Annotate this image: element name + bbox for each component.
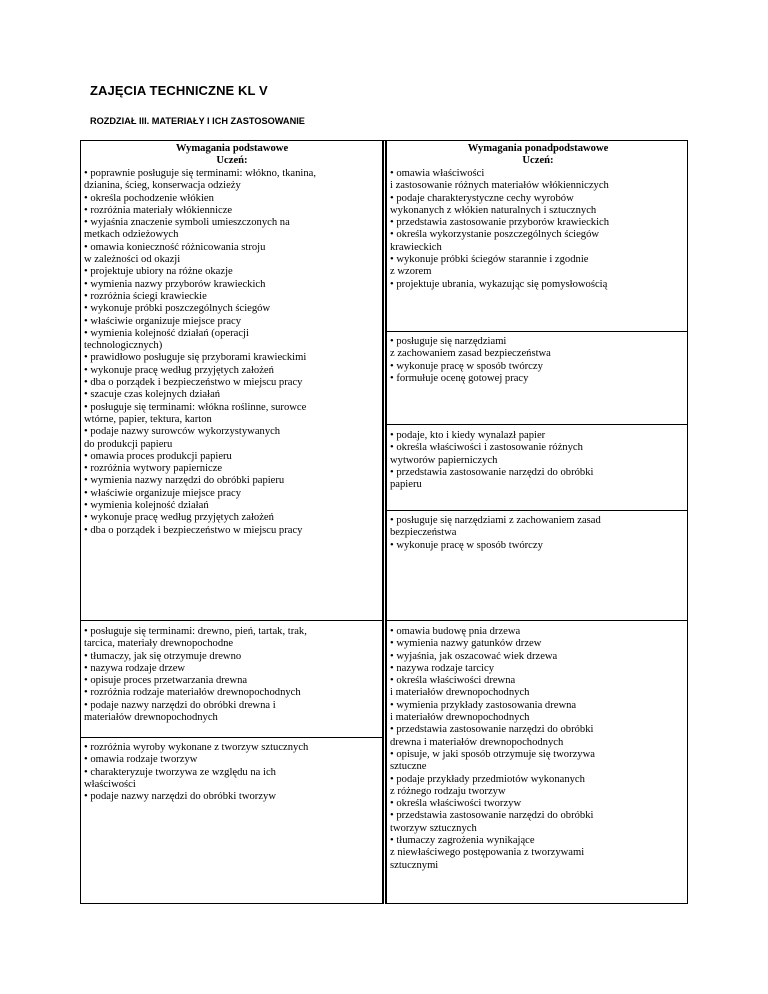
requirement-line: • formułuje ocenę gotowej pracy xyxy=(390,372,529,384)
right-header-title: Wymagania ponadpodstawowe xyxy=(467,143,609,154)
requirement-line: • określa wykorzystanie poszczególnych ściegów xyxy=(390,229,600,241)
requirement-line: • posługuje się terminami: włókna roślinne, surowce xyxy=(84,401,307,413)
requirement-line: • prawidłowo posługuje się przyborami krawieckimi xyxy=(84,352,307,364)
left-column-header xyxy=(84,143,380,168)
requirement-line: • rozróżnia rodzaje materiałów drewnopochodnych xyxy=(84,687,301,699)
requirement-line: w zależności od okazji xyxy=(84,254,181,266)
requirement-line: • wymienia nazwy gatunków drzew xyxy=(390,638,542,650)
requirement-line: • wyjaśnia, jak oszacować wiek drzewa xyxy=(390,650,558,662)
left-row-rule-2 xyxy=(80,737,383,738)
requirement-line: • podaje, kto i kiedy wynalazł papier xyxy=(390,430,546,441)
right-row-rule-4 xyxy=(386,620,688,621)
right-header-subtitle: Uczeń: xyxy=(522,155,554,167)
right-column-header xyxy=(390,143,686,168)
requirement-line: technologicznych) xyxy=(84,340,163,352)
requirement-line: do produkcji papieru xyxy=(84,438,173,450)
requirement-line: sztuczne xyxy=(390,761,427,773)
requirement-line: • przedstawia zastosowanie narzędzi do obróbki xyxy=(390,810,594,822)
requirement-line: • podaje nazwy surowców wykorzystywanych xyxy=(84,426,281,438)
requirement-line: • wymienia przykłady zastosowania drewna xyxy=(390,699,577,711)
requirement-line: • podaje charakterystyczne cechy wyrobów xyxy=(390,192,574,204)
left-header-subtitle: Uczeń: xyxy=(216,155,248,167)
left-bottom-rule xyxy=(80,903,383,904)
requirement-line: • nazywa rodzaje tarcicy xyxy=(390,662,494,674)
requirement-line: • określa właściwości tworzyw xyxy=(390,798,522,810)
table-divider-right-2 xyxy=(386,140,387,904)
requirement-line: • wykonuje pracę według przyjętych założeń xyxy=(84,364,274,376)
requirement-line: • wyjaśnia znaczenie symboli umieszczonych na xyxy=(84,217,290,229)
requirement-line: • wykonuje próbki poszczególnych ściegów xyxy=(84,303,271,315)
requirement-line: • posługuje się terminami: drewno, pień, tartak, trak, xyxy=(84,626,307,637)
requirement-line: • wymienia nazwy narzędzi do obróbki papieru xyxy=(84,475,285,487)
requirement-line: • dba o porządek i bezpieczeństwo w miejscu pracy xyxy=(84,377,303,389)
requirement-line: materiałów drewnopochodnych xyxy=(84,712,218,724)
requirement-line: • podaje nazwy narzędzi do obróbki drewna i xyxy=(84,699,276,711)
requirement-line: drewna i materiałów drewnopochodnych xyxy=(390,736,564,748)
table-top-rule xyxy=(80,140,688,141)
requirement-line: papieru xyxy=(390,479,422,491)
requirement-line: tarcica, materiały drewnopochodne xyxy=(84,638,234,650)
requirement-line: z wzorem xyxy=(390,266,432,278)
requirement-line: • omawia konieczność różnicowania stroju xyxy=(84,241,266,253)
requirement-line: • podaje nazwy narzędzi do obróbki tworzyw xyxy=(84,791,276,803)
requirement-line: • tłumaczy zagrożenia wynikające xyxy=(390,835,535,847)
left-cell-wood xyxy=(84,626,380,724)
requirement-line: dzianina, ścieg, konserwacja odzieży xyxy=(84,180,241,192)
requirement-line: bezpieczeństwa xyxy=(390,527,457,539)
left-header-title: Wymagania podstawowe xyxy=(175,143,289,154)
requirement-line: • właściwie organizuje miejsce pracy xyxy=(84,315,242,327)
requirement-line: i zastosowanie różnych materiałów włókienniczych xyxy=(390,180,609,192)
requirement-line: • dba o porządek i bezpieczeństwo w miejscu pracy xyxy=(84,524,303,536)
requirement-line: • posługuje się narzędziami z zachowaniem zasad xyxy=(390,515,601,526)
requirement-line: • tłumaczy, jak się otrzymuje drewno xyxy=(84,650,242,662)
document-title: ZAJĘCIA TECHNICZNE KL V xyxy=(90,83,268,98)
requirement-line: • omawia właściwości xyxy=(390,168,485,179)
table-divider-left-2 xyxy=(383,140,384,904)
requirement-line: • wykonuje pracę według przyjętych założeń xyxy=(84,512,274,524)
requirement-line: wykonanych z włókien naturalnych i sztucznych xyxy=(390,204,597,216)
right-cell-tools xyxy=(390,336,686,385)
requirement-line: • opisuje, w jaki sposób otrzymuje się tworzywa xyxy=(390,748,595,760)
table-border-left xyxy=(80,140,81,904)
requirement-line: • charakteryzuje tworzywa ze względu na ich xyxy=(84,766,276,778)
requirement-line: • rozróżnia ściegi krawieckie xyxy=(84,290,207,302)
requirement-line: • omawia rodzaje tworzyw xyxy=(84,754,198,766)
requirement-line: • wymienia kolejność działań xyxy=(84,500,209,512)
requirement-line: • wymienia kolejność działań (operacji xyxy=(84,327,249,339)
requirement-line: • określa pochodzenie włókien xyxy=(84,192,214,204)
right-cell-textiles xyxy=(390,168,686,291)
requirement-line: • właściwie organizuje miejsce pracy xyxy=(84,487,242,499)
requirement-line: • rozróżnia wyroby wykonane z tworzyw sztucznych xyxy=(84,742,309,753)
right-row-rule-3 xyxy=(386,510,688,511)
right-cell-paper xyxy=(390,430,686,491)
requirement-line: • projektuje ubiory na różne okazje xyxy=(84,266,233,278)
requirement-line: • omawia proces produkcji papieru xyxy=(84,450,232,462)
requirement-line: • nazywa rodzaje drzew xyxy=(84,662,186,674)
requirement-line: • posługuje się narzędziami xyxy=(390,336,507,347)
chapter-heading: ROZDZIAŁ III. MATERIAŁY I ICH ZASTOSOWANIE xyxy=(90,116,305,126)
right-cell-paper-tools xyxy=(390,515,686,552)
requirement-line: • przedstawia zastosowanie narzędzi do obróbki xyxy=(390,724,594,736)
requirement-line: krawieckich xyxy=(390,241,442,253)
requirement-line: właściwości xyxy=(84,778,136,790)
requirement-line: • omawia budowę pnia drzewa xyxy=(390,626,521,637)
left-row-rule-1 xyxy=(80,620,383,621)
requirement-line: • określa właściwości drewna xyxy=(390,675,516,687)
requirement-line: • wymienia nazwy przyborów krawieckich xyxy=(84,278,266,290)
requirement-line: wtórne, papier, tektura, karton xyxy=(84,413,212,425)
requirement-line: wytworów papierniczych xyxy=(390,454,498,466)
requirement-line: • określa właściwości i zastosowanie różnych xyxy=(390,442,583,454)
requirement-line: • opisuje proces przetwarzania drewna xyxy=(84,675,248,687)
requirement-line: i materiałów drewnopochodnych xyxy=(390,712,530,724)
requirement-line: i materiałów drewnopochodnych xyxy=(390,687,530,699)
requirement-line: sztucznymi xyxy=(390,859,439,871)
requirement-line: • przedstawia zastosowanie przyborów krawieckich xyxy=(390,217,610,229)
requirement-line: • przedstawia zastosowanie narzędzi do obróbki xyxy=(390,466,594,478)
requirement-line: • rozróżnia wytwory papiernicze xyxy=(84,463,223,475)
requirement-line: • szacuje czas kolejnych działań xyxy=(84,389,221,401)
requirement-line: z zachowaniem zasad bezpieczeństwa xyxy=(390,348,551,360)
requirement-line: metkach odzieżowych xyxy=(84,229,179,241)
requirement-line: tworzyw sztucznych xyxy=(390,822,477,834)
requirement-line: • podaje przykłady przedmiotów wykonanych xyxy=(390,773,585,785)
requirement-line: • rozróżnia materiały włókiennicze xyxy=(84,204,233,216)
table-border-right xyxy=(687,140,688,904)
right-cell-wood-plastics xyxy=(390,626,686,872)
requirement-line: • wykonuje pracę w sposób twórczy xyxy=(390,360,543,372)
right-row-rule-1 xyxy=(386,331,688,332)
requirement-line: z niewłaściwego postępowania z tworzywami xyxy=(390,847,585,859)
left-cell-textiles-paper xyxy=(84,168,380,537)
left-cell-plastics xyxy=(84,742,380,803)
requirement-line: • projektuje ubrania, wykazując się pomysłowością xyxy=(390,278,608,290)
requirement-line: • wykonuje próbki ściegów starannie i zgodnie xyxy=(390,254,589,266)
requirement-line: z różnego rodzaju tworzyw xyxy=(390,785,506,797)
requirement-line: • wykonuje pracę w sposób twórczy xyxy=(390,539,543,551)
right-row-rule-2 xyxy=(386,424,688,425)
right-bottom-rule xyxy=(386,903,688,904)
requirement-line: • poprawnie posługuje się terminami: włókno, tkanina, xyxy=(84,168,317,179)
